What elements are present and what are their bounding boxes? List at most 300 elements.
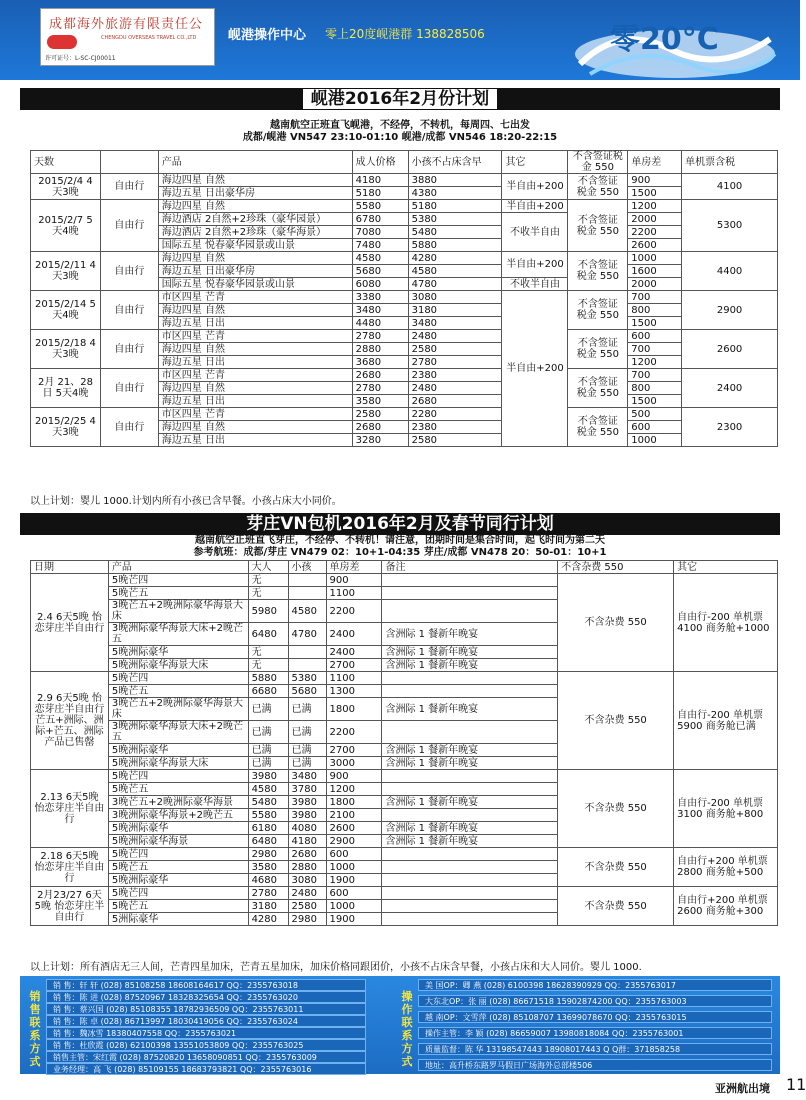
other-cell: 自由行+200 单机票 2600 商务舱+300 <box>674 887 778 926</box>
child-price-cell: 2580 <box>288 900 326 913</box>
product-cell: 3晚芒五+2晚洲际豪华海景大床 <box>108 600 248 623</box>
child-price-cell: 4280 <box>408 252 502 265</box>
child-price-cell: 3480 <box>288 770 326 783</box>
remark-cell <box>382 721 558 744</box>
product-cell: 5晚芒四 <box>108 770 248 783</box>
child-price-cell: 4780 <box>408 278 502 291</box>
adult-price-cell: 已满 <box>248 757 288 770</box>
ops-contact-row: 操作主管：李 颖 (028) 86659007 13980818084 QQ：2355763001 <box>418 1027 772 1039</box>
single-room-cell: 2600 <box>326 822 382 835</box>
child-price-cell: 已满 <box>288 721 326 744</box>
single-room-cell: 900 <box>326 574 382 587</box>
section1-note: 以上计划：婴儿 1000.计划内所有小孩已含早餐。小孩占床大小同价。 <box>30 496 342 507</box>
table-row <box>31 330 778 343</box>
ticket-cell: 4100 <box>682 174 778 200</box>
sales-contact-row: 销售主管：宋红霞 (028) 87520820 13658090851 QQ：2355763009 <box>46 1051 366 1063</box>
remark-cell <box>382 809 558 822</box>
section1-title-band <box>20 88 780 110</box>
date-cell: 2015/2/11 4天3晚 <box>31 252 101 291</box>
single-room-cell: 1900 <box>326 913 382 926</box>
sales-contact-row: 销 售：魏冰雪 18380407558 QQ：2355763021 <box>46 1027 366 1039</box>
column-header: 备注 <box>382 561 558 574</box>
column-header: 产品 <box>158 151 352 174</box>
section2-note: 以上计划：所有酒店无三人间，芒青四星加床，芒青五星加床，加床价格同跟团价，小孩不占床含早餐，小孩占床和大人同价。婴儿 1000. <box>30 962 642 973</box>
date-cell: 2.9 6天5晚 怡恋芽庄半自由行 芒五+洲际、洲际+芒五、洲际产品已售罄 <box>31 672 109 770</box>
adult-price-cell: 无 <box>248 587 288 600</box>
sales-contact-row: 销 售：陈 进 (028) 87520967 18328325654 QQ：2355763020 <box>46 991 366 1003</box>
product-cell: 5晚芒四 <box>108 672 248 685</box>
single-room-cell: 2700 <box>326 659 382 672</box>
mode-cell: 自由行 <box>100 408 158 447</box>
ticket-cell: 2600 <box>682 330 778 369</box>
ops-contact-row: 地址：高升桥东路罗马假日广场海外总部楼506 <box>418 1059 772 1071</box>
product-cell: 5洲际豪华 <box>108 913 248 926</box>
remark-cell <box>382 600 558 623</box>
single-room-cell: 2900 <box>326 835 382 848</box>
remark-cell <box>382 672 558 685</box>
column-header: 单机票含税 <box>682 151 778 174</box>
section1-title: 岘港2016年2月份计划 <box>303 89 497 109</box>
single-room-cell: 600 <box>326 887 382 900</box>
table-row <box>31 291 778 304</box>
remark-cell: 含洲际 1 餐新年晚宴 <box>382 757 558 770</box>
adult-price-cell: 5480 <box>248 796 288 809</box>
adult-price-cell: 3180 <box>248 900 288 913</box>
remark-cell <box>382 848 558 861</box>
single-room-cell: 1100 <box>326 672 382 685</box>
section1-info <box>30 120 770 144</box>
column-header: 成人价格 <box>352 151 408 174</box>
single-room-cell: 800 <box>628 304 682 317</box>
adult-price-cell: 7080 <box>352 226 408 239</box>
child-price-cell: 2580 <box>408 343 502 356</box>
mode-cell: 自由行 <box>100 252 158 291</box>
single-room-cell: 600 <box>326 848 382 861</box>
child-price-cell: 2680 <box>408 395 502 408</box>
sales-contact-label: 销售联系方式 <box>29 990 41 1068</box>
product-cell: 海边五星 日出 <box>158 434 352 447</box>
single-room-cell: 1500 <box>628 187 682 200</box>
remark-cell <box>382 783 558 796</box>
remark-cell <box>382 587 558 600</box>
mode-cell: 自由行 <box>100 291 158 330</box>
column-header: 产品 <box>108 561 248 574</box>
single-room-cell: 600 <box>628 330 682 343</box>
adult-price-cell: 6080 <box>352 278 408 291</box>
column-header: 不含杂费 550 <box>558 561 674 574</box>
child-price-cell: 5380 <box>408 213 502 226</box>
ticket-cell: 2400 <box>682 369 778 408</box>
product-cell: 海边四星 自然 <box>158 252 352 265</box>
child-price-cell <box>288 646 326 659</box>
mode-cell: 自由行 <box>100 174 158 200</box>
child-price-cell: 2480 <box>408 382 502 395</box>
adult-price-cell: 2980 <box>248 848 288 861</box>
table-header-row <box>31 151 778 174</box>
other-cell: 自由行-200 单机票 5900 商务舱已满 <box>674 672 778 770</box>
section1-info-line: 越南航空正班直飞岘港，不经停，不转机，每周四、七出发 <box>270 120 530 131</box>
single-room-cell: 1000 <box>326 900 382 913</box>
product-cell: 海边四星 自然 <box>158 304 352 317</box>
adult-price-cell: 5980 <box>248 600 288 623</box>
adult-price-cell: 3980 <box>248 770 288 783</box>
adult-price-cell: 2580 <box>352 408 408 421</box>
child-price-cell: 4380 <box>408 187 502 200</box>
adult-price-cell: 2780 <box>352 330 408 343</box>
table-row <box>31 200 778 213</box>
product-cell: 海边四星 自然 <box>158 174 352 187</box>
single-room-cell: 2200 <box>326 600 382 623</box>
table-row <box>31 574 778 587</box>
child-price-cell: 3480 <box>408 317 502 330</box>
section2-title: 芽庄VN包机2016年2月及春节同行计划 <box>246 514 554 534</box>
adult-price-cell: 6480 <box>248 835 288 848</box>
misc-fee-cell: 不含杂费 550 <box>558 574 674 672</box>
child-price-cell: 已满 <box>288 698 326 721</box>
product-cell: 5晚洲际豪华海景大床 <box>108 659 248 672</box>
visa-fee-cell: 不含签证 税金 550 <box>568 174 628 200</box>
ops-contact-row: 越 南OP：文雪萍 (028) 85108707 13699078670 QQ：2355763015 <box>418 1011 772 1023</box>
svg-text:零20°C: 零20°C <box>610 22 719 57</box>
product-cell: 国际五星 悦春豪华园景或山景 <box>158 239 352 252</box>
ticket-cell: 2900 <box>682 291 778 330</box>
other-cell: 不收半自由 <box>502 278 568 291</box>
child-price-cell: 2980 <box>288 913 326 926</box>
single-room-cell: 1000 <box>628 434 682 447</box>
single-room-cell: 2000 <box>628 278 682 291</box>
single-room-cell: 1500 <box>628 395 682 408</box>
child-price-cell: 4580 <box>288 600 326 623</box>
date-cell: 2015/2/14 5天4晚 <box>31 291 101 330</box>
single-room-cell: 2200 <box>326 721 382 744</box>
single-room-cell: 1000 <box>326 861 382 874</box>
other-cell: 半自由+200 <box>502 174 568 200</box>
adult-price-cell: 6480 <box>248 623 288 646</box>
single-room-cell: 700 <box>628 369 682 382</box>
adult-price-cell: 2780 <box>352 382 408 395</box>
remark-cell: 含洲际 1 餐新年晚宴 <box>382 646 558 659</box>
date-cell: 2015/2/25 4天3晚 <box>31 408 101 447</box>
child-price-cell: 已满 <box>288 744 326 757</box>
sales-contact-row: 销 售：杜欣霞 (028) 62100398 13551053809 QQ：2355763025 <box>46 1039 366 1051</box>
ops-contact-label: 操作联系方式 <box>401 990 413 1068</box>
mode-cell: 自由行 <box>100 369 158 408</box>
product-cell: 5晚洲际豪华海景大床 <box>108 757 248 770</box>
adult-price-cell: 6180 <box>248 822 288 835</box>
single-room-cell: 700 <box>628 343 682 356</box>
sales-contact-row: 销 售：轩 轩 (028) 85108258 18608164617 QQ：2355763018 <box>46 979 366 991</box>
column-header: 其它 <box>674 561 778 574</box>
adult-price-cell: 3580 <box>248 861 288 874</box>
child-price-cell: 5880 <box>408 239 502 252</box>
remark-cell: 含洲际 1 餐新年晚宴 <box>382 659 558 672</box>
product-cell: 海边四星 自然 <box>158 343 352 356</box>
single-room-cell: 900 <box>628 174 682 187</box>
table-row <box>31 252 778 265</box>
adult-price-cell: 3680 <box>352 356 408 369</box>
company-logo <box>40 8 215 66</box>
column-header: 天数 <box>31 151 101 174</box>
product-cell: 市区四星 芒青 <box>158 330 352 343</box>
child-price-cell: 2780 <box>408 356 502 369</box>
adult-price-cell: 4580 <box>352 252 408 265</box>
table-row <box>31 369 778 382</box>
adult-price-cell: 5880 <box>248 672 288 685</box>
single-room-cell: 1000 <box>628 252 682 265</box>
misc-fee-cell: 不含杂费 550 <box>558 848 674 887</box>
product-cell: 5晚芒四 <box>108 887 248 900</box>
date-cell: 2015/2/18 4天3晚 <box>31 330 101 369</box>
product-cell: 海边四星 自然 <box>158 382 352 395</box>
single-room-cell: 600 <box>628 421 682 434</box>
other-cell: 自由行-200 单机票 3100 商务舱+800 <box>674 770 778 848</box>
column-header <box>100 151 158 174</box>
adult-price-cell: 3480 <box>352 304 408 317</box>
product-cell: 海边酒店 2自然+2珍珠（豪华园景） <box>158 213 352 226</box>
adult-price-cell: 无 <box>248 659 288 672</box>
remark-cell <box>382 770 558 783</box>
product-cell: 5晚芒五 <box>108 783 248 796</box>
center-tagline: 零上20度岘港群 13882850​6 <box>325 27 485 41</box>
child-price-cell: 3080 <box>288 874 326 887</box>
adult-price-cell: 2880 <box>352 343 408 356</box>
product-cell: 5晚芒四 <box>108 848 248 861</box>
child-price-cell: 2480 <box>408 330 502 343</box>
page-footer-label: 亚洲航出境 <box>715 1082 770 1095</box>
single-room-cell: 1600 <box>628 265 682 278</box>
child-price-cell: 3880 <box>408 174 502 187</box>
product-cell: 3晚洲际豪华海景大床+2晚芒五 <box>108 623 248 646</box>
single-room-cell: 2700 <box>326 744 382 757</box>
product-cell: 3晚芒五+2晚洲际豪华海景大床 <box>108 698 248 721</box>
single-room-cell: 2100 <box>326 809 382 822</box>
adult-price-cell: 7480 <box>352 239 408 252</box>
product-cell: 海边五星 日出豪华房 <box>158 265 352 278</box>
remark-cell: 含洲际 1 餐新年晚宴 <box>382 796 558 809</box>
remark-cell <box>382 887 558 900</box>
product-cell: 5晚洲际豪华 <box>108 744 248 757</box>
child-price-cell <box>288 587 326 600</box>
other-cell: 自由行-200 单机票 4100 商务舱+1000 <box>674 574 778 672</box>
single-room-cell: 1100 <box>326 587 382 600</box>
section2-info-line: 越南航空正班直飞芽庄，不经停、不转机！请注意，团期时间是集合时间，起飞时间为第二天 <box>195 535 605 546</box>
child-price-cell: 3180 <box>408 304 502 317</box>
product-cell: 5晚洲际豪华 <box>108 874 248 887</box>
sales-contact-row: 销 售：陈 卓 (028) 86713997 18030419056 QQ：2355763024 <box>46 1015 366 1027</box>
single-room-cell: 3000 <box>326 757 382 770</box>
child-price-cell: 2880 <box>288 861 326 874</box>
license-number: 许可证号：L-SC-CJ00011 <box>45 55 116 62</box>
adult-price-cell: 6680 <box>248 685 288 698</box>
adult-price-cell: 已满 <box>248 744 288 757</box>
product-cell: 5晚芒五 <box>108 587 248 600</box>
column-header: 单房差 <box>326 561 382 574</box>
table-row <box>31 770 778 783</box>
column-header: 小孩不占床含早 <box>408 151 502 174</box>
date-cell: 2月 21、28日 5天4晚 <box>31 369 101 408</box>
product-cell: 市区四星 芒青 <box>158 408 352 421</box>
section2-info-line: 参考航班：成都/芽庄 VN479 02：10+1-04:35 芽庄/成都 VN478 20：50-01：10+1 <box>193 547 607 558</box>
child-price-cell: 2680 <box>288 848 326 861</box>
date-cell: 2.13 6天5晚 怡恋芽庄半自由行 <box>31 770 109 848</box>
adult-price-cell: 4180 <box>352 174 408 187</box>
remark-cell: 含洲际 1 餐新年晚宴 <box>382 744 558 757</box>
section1-info-line: 成都/岘港 VN547 23:10-01:10 岘港/成都 VN546 18:20-22:15 <box>242 132 558 143</box>
single-room-cell: 2400 <box>326 623 382 646</box>
adult-price-cell: 3280 <box>352 434 408 447</box>
adult-price-cell: 2680 <box>352 369 408 382</box>
product-cell: 海边五星 日出 <box>158 356 352 369</box>
table-row <box>31 848 778 861</box>
company-name-cn: 成都海外旅游有限责任公 <box>49 17 204 32</box>
column-header: 小孩 <box>288 561 326 574</box>
date-cell: 2015/2/4 4天3晚 <box>31 174 101 200</box>
adult-price-cell: 4280 <box>248 913 288 926</box>
visa-fee-cell: 不含签证 税金 550 <box>568 408 628 447</box>
other-cell: 不收半自由 <box>502 213 568 252</box>
child-price-cell: 4780 <box>288 623 326 646</box>
column-header: 其它 <box>502 151 568 174</box>
product-cell: 国际五星 悦春豪华园景或山景 <box>158 278 352 291</box>
remark-cell <box>382 574 558 587</box>
ticket-cell: 5300 <box>682 200 778 252</box>
adult-price-cell: 2680 <box>352 421 408 434</box>
single-room-cell: 2200 <box>628 226 682 239</box>
single-room-cell: 1500 <box>628 317 682 330</box>
section2-title-band <box>20 513 780 535</box>
product-cell: 3晚洲际豪华海景大床+2晚芒五 <box>108 721 248 744</box>
adult-price-cell: 无 <box>248 646 288 659</box>
ops-contact-row: 质量监督：陈 华 13198547443 18908017443 Q Q群：371858258 <box>418 1043 772 1055</box>
product-cell: 5晚洲际豪华海景 <box>108 835 248 848</box>
adult-price-cell: 已满 <box>248 721 288 744</box>
date-cell: 2.18 6天5晚 怡恋芽庄半自由行 <box>31 848 109 887</box>
adult-price-cell: 5180 <box>352 187 408 200</box>
child-price-cell <box>288 659 326 672</box>
sales-contact-row: 业务经理：高 飞 (028) 85109155 18683793821 QQ：2355763016 <box>46 1063 366 1075</box>
adult-price-cell: 3380 <box>352 291 408 304</box>
product-cell: 5晚芒五 <box>108 900 248 913</box>
child-price-cell: 2480 <box>288 887 326 900</box>
visa-fee-cell: 不含签证 税金 550 <box>568 369 628 408</box>
child-price-cell: 4580 <box>408 265 502 278</box>
remark-cell: 含洲际 1 餐新年晚宴 <box>382 822 558 835</box>
page-header <box>0 0 800 80</box>
column-header: 日期 <box>31 561 109 574</box>
adult-price-cell: 4580 <box>248 783 288 796</box>
product-cell: 3晚芒五+2晚洲际豪华海景 <box>108 796 248 809</box>
adult-price-cell: 4480 <box>352 317 408 330</box>
child-price-cell: 3780 <box>288 783 326 796</box>
remark-cell <box>382 861 558 874</box>
single-room-cell: 2400 <box>326 646 382 659</box>
product-cell: 5晚芒四 <box>108 574 248 587</box>
product-cell: 海边五星 日出 <box>158 395 352 408</box>
product-cell: 海边五星 日出豪华房 <box>158 187 352 200</box>
company-name-en: CHENGDU OVERSEAS TRAVEL CO.,LTD <box>101 35 197 41</box>
mode-cell: 自由行 <box>100 330 158 369</box>
visa-fee-cell: 不含签证 税金 550 <box>568 200 628 252</box>
single-room-cell: 2600 <box>628 239 682 252</box>
brand-wave-logo <box>570 4 780 80</box>
single-room-cell: 500 <box>628 408 682 421</box>
child-price-cell: 3980 <box>288 796 326 809</box>
ticket-cell: 4400 <box>682 252 778 291</box>
child-price-cell: 5180 <box>408 200 502 213</box>
date-cell: 2月23/27 6天5晚 怡恋芽庄半自由行 <box>31 887 109 926</box>
remark-cell <box>382 900 558 913</box>
product-cell: 3晚洲际豪华海景+2晚芒五 <box>108 809 248 822</box>
single-room-cell: 700 <box>628 291 682 304</box>
child-price-cell: 5480 <box>408 226 502 239</box>
remark-cell: 含洲际 1 餐新年晚宴 <box>382 835 558 848</box>
date-cell: 2015/2/7 5天4晚 <box>31 200 101 252</box>
ticket-cell: 2300 <box>682 408 778 447</box>
other-cell: 半自由+200 <box>502 200 568 213</box>
product-cell: 海边酒店 2自然+2珍珠（豪华海景） <box>158 226 352 239</box>
nhatrang-price-table <box>30 560 778 926</box>
visa-fee-cell: 不含签证 税金 550 <box>568 252 628 291</box>
single-room-cell: 1200 <box>326 783 382 796</box>
product-cell: 海边四星 自然 <box>158 200 352 213</box>
remark-cell: 含洲际 1 餐新年晚宴 <box>382 698 558 721</box>
adult-price-cell: 5680 <box>352 265 408 278</box>
column-header: 不含签证税金 550 <box>568 151 628 174</box>
column-header: 单房差 <box>628 151 682 174</box>
page-number: 11 <box>786 1075 806 1094</box>
product-cell: 海边五星 日出 <box>158 317 352 330</box>
table-header-row <box>31 561 778 574</box>
child-price-cell: 3080 <box>408 291 502 304</box>
child-price-cell: 已满 <box>288 757 326 770</box>
product-cell: 5晚芒五 <box>108 685 248 698</box>
single-room-cell: 1200 <box>628 200 682 213</box>
table-row <box>31 408 778 421</box>
table-row <box>31 174 778 187</box>
column-header: 大人 <box>248 561 288 574</box>
remark-cell <box>382 913 558 926</box>
logo-mark-icon <box>47 35 77 49</box>
remark-cell <box>382 685 558 698</box>
section2-info <box>30 535 770 559</box>
table-row <box>31 672 778 685</box>
adult-price-cell: 已满 <box>248 698 288 721</box>
product-cell: 海边四星 自然 <box>158 421 352 434</box>
single-room-cell: 2000 <box>628 213 682 226</box>
child-price-cell: 2380 <box>408 369 502 382</box>
adult-price-cell: 2780 <box>248 887 288 900</box>
child-price-cell: 4180 <box>288 835 326 848</box>
product-cell: 5晚洲际豪华 <box>108 822 248 835</box>
adult-price-cell: 4680 <box>248 874 288 887</box>
date-cell: 2.4 6天5晚 怡恋芽庄半自由行 <box>31 574 109 672</box>
single-room-cell: 1300 <box>326 685 382 698</box>
child-price-cell: 4080 <box>288 822 326 835</box>
child-price-cell: 5680 <box>288 685 326 698</box>
other-cell: 半自由+200 <box>502 291 568 447</box>
single-room-cell: 900 <box>326 770 382 783</box>
product-cell: 5晚芒五 <box>108 861 248 874</box>
product-cell: 市区四星 芒青 <box>158 369 352 382</box>
contact-footer <box>20 976 780 1074</box>
product-cell: 市区四星 芒青 <box>158 291 352 304</box>
misc-fee-cell: 不含杂费 550 <box>558 672 674 770</box>
child-price-cell: 3980 <box>288 809 326 822</box>
misc-fee-cell: 不含杂费 550 <box>558 770 674 848</box>
adult-price-cell: 3580 <box>352 395 408 408</box>
ops-contact-row: 美 国OP：卿 燕 (028) 6100398 18628390929 QQ：2355763017 <box>418 979 772 991</box>
misc-fee-cell: 不含杂费 550 <box>558 887 674 926</box>
